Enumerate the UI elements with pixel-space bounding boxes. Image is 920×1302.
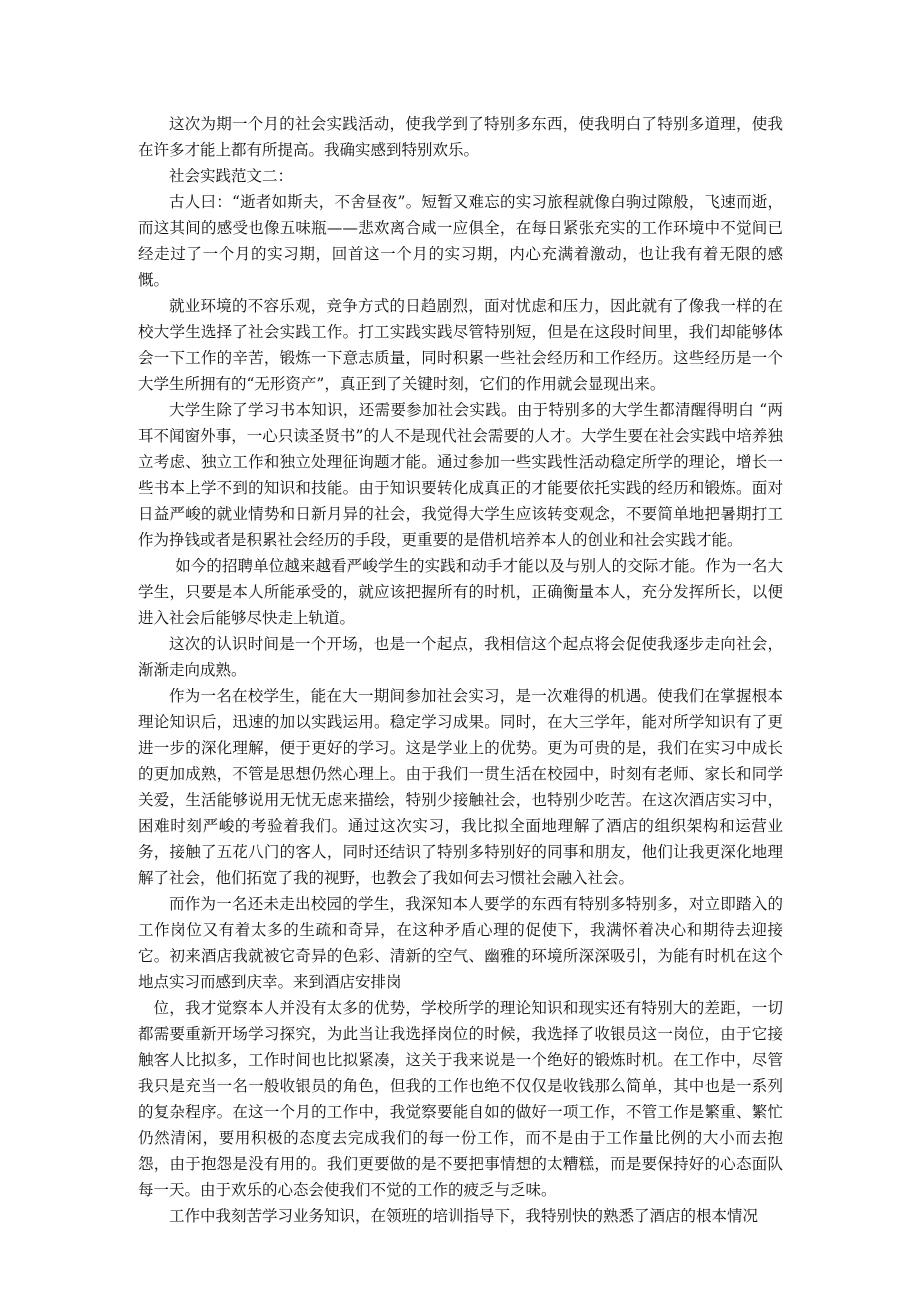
paragraph-9: 位，我才觉察本人并没有太多的优势，学校所学的理论知识和现实还有特别大的差距，一切都需要重新开场学习探究，为此当让我选择岗位的时候，我选择了收银员这一岗位，由于它接触客人比拟多，工作时间也比拟紧凑，这关于我来说是一个绝好的锻炼时机。在工作中，尽管我只是充当一名一般收银员的角色，但我的工作也绝不仅仅是收钱那么简单，其中也是一系列的复杂程序。在这一个月的工作中，我觉察要能自如的做好一项工作，不管工作是繁重、繁忙仍然清闲，要用积极的态度去完成我们的每一份工作，而不是由于工作量比例的大小而去抱怨，由于抱怨是没有用的。我们更要做的是不要把事情想的太糟糕，而是要保持好的心态面队每一天。由于欢乐的心态会使我们不觉的工作的疲乏与乏味。 xyxy=(138,999,783,1199)
section-heading: 社会实践范文二： xyxy=(169,167,294,185)
paragraph-6: 这次的认识时间是一个开场，也是一个起点，我相信这个起点将会促使我逐步走向社会，渐渐走向成熟。 xyxy=(138,635,783,679)
paragraph-5: 如今的招聘单位越来越看严峻学生的实践和动手才能以及与别人的交际才能。作为一名大学生，只要是本人所能承受的，就应该把握所有的时机，正确衡量本人，充分发挥所长，以便进入社会后能够尽快走上轨道。 xyxy=(138,557,783,627)
paragraph-10: 工作中我刻苦学习业务知识，在领班的培训指导下，我特别快的熟悉了酒店的根本情况 xyxy=(169,1207,759,1225)
paragraph-8: 而作为一名还未走出校园的学生，我深知本人要学的东西有特别多特别多，对立即踏入的工作岗位又有着太多的生疏和奇异，在这种矛盾心理的促使下，我满怀着决心和期待去迎接它。初来酒店我就被它奇异的色彩、清新的空气、幽雅的环境所深深吸引，为能有时机在这个地点实习而感到庆幸。来到酒店安排岗 xyxy=(138,895,783,991)
paragraph-7: 作为一名在校学生，能在大一期间参加社会实习，是一次难得的机遇。使我们在掌握根本理论知识后，迅速的加以实践运用。稳定学习成果。同时，在大三学年，能对所学知识有了更进一步的深化理解，便于更好的学习。这是学业上的优势。更为可贵的是，我们在实习中成长的更加成熟，不管是思想仍然心理上。由于我们一贯生活在校园中，时刻有老师、家长和同学关爱，生活能够说用无忧无虑来描绘，特别少接触社会，也特别少吃苦。在这次酒店实习中，困难时刻严峻的考验着我们。通过这次实习，我比拟全面地理解了酒店的组织架构和运营业务，接触了五花八门的客人，同时还结识了特别多特别好的同事和朋友，他们让我更深化地理解了社会，他们拓宽了我的视野，也教会了我如何去习惯社会融入社会。 xyxy=(138,687,783,887)
paragraph-1: 这次为期一个月的社会实践活动，使我学到了特别多东西，使我明白了特别多道理，使我在许多才能上都有所提高。我确实感到特别欢乐。 xyxy=(138,115,783,159)
paragraph-4: 大学生除了学习书本知识，还需要参加社会实践。由于特别多的大学生都清醒得明白 “两耳不闻窗外事，一心只读圣贤书”的人不是现代社会需要的人才。大学生要在社会实践中培养独立考虑、独立工作和独立处理征询题才能。通过参加一些实践性活动稳定所学的理论，增长一些书本上学不到的知识和技能。由于知识要转化成真正的才能要依托实践的经历和锻炼。面对日益严峻的就业情势和日新月异的社会，我觉得大学生应该转变观念，不要简单地把暑期打工作为挣钱或者是积累社会经历的手段，更重要的是借机培养本人的创业和社会实践才能。 xyxy=(138,401,783,549)
paragraph-2: 古人曰：“逝者如斯夫，不舍昼夜”。短暂又难忘的实习旅程就像白驹过隙般，飞速而逝，而这其间的感受也像五味瓶——悲欢离合咸一应俱全，在每日紧张充实的工作环境中不觉间已经走过了一个月的实习期，回首这一个月的实习期，内心充满着激动，也让我有着无限的感慨。 xyxy=(138,193,783,289)
document-body xyxy=(138,111,783,1229)
paragraph-3: 就业环境的不容乐观，竞争方式的日趋剧烈，面对忧虑和压力，因此就有了像我一样的在校大学生选择了社会实践工作。打工实践实践尽管特别短，但是在这段时间里，我们却能够体会一下工作的辛苦，锻炼一下意志质量，同时积累一些社会经历和工作经历。这些经历是一个大学生所拥有的“无形资产”，真正到了关键时刻，它们的作用就会显现出来。 xyxy=(138,297,783,393)
